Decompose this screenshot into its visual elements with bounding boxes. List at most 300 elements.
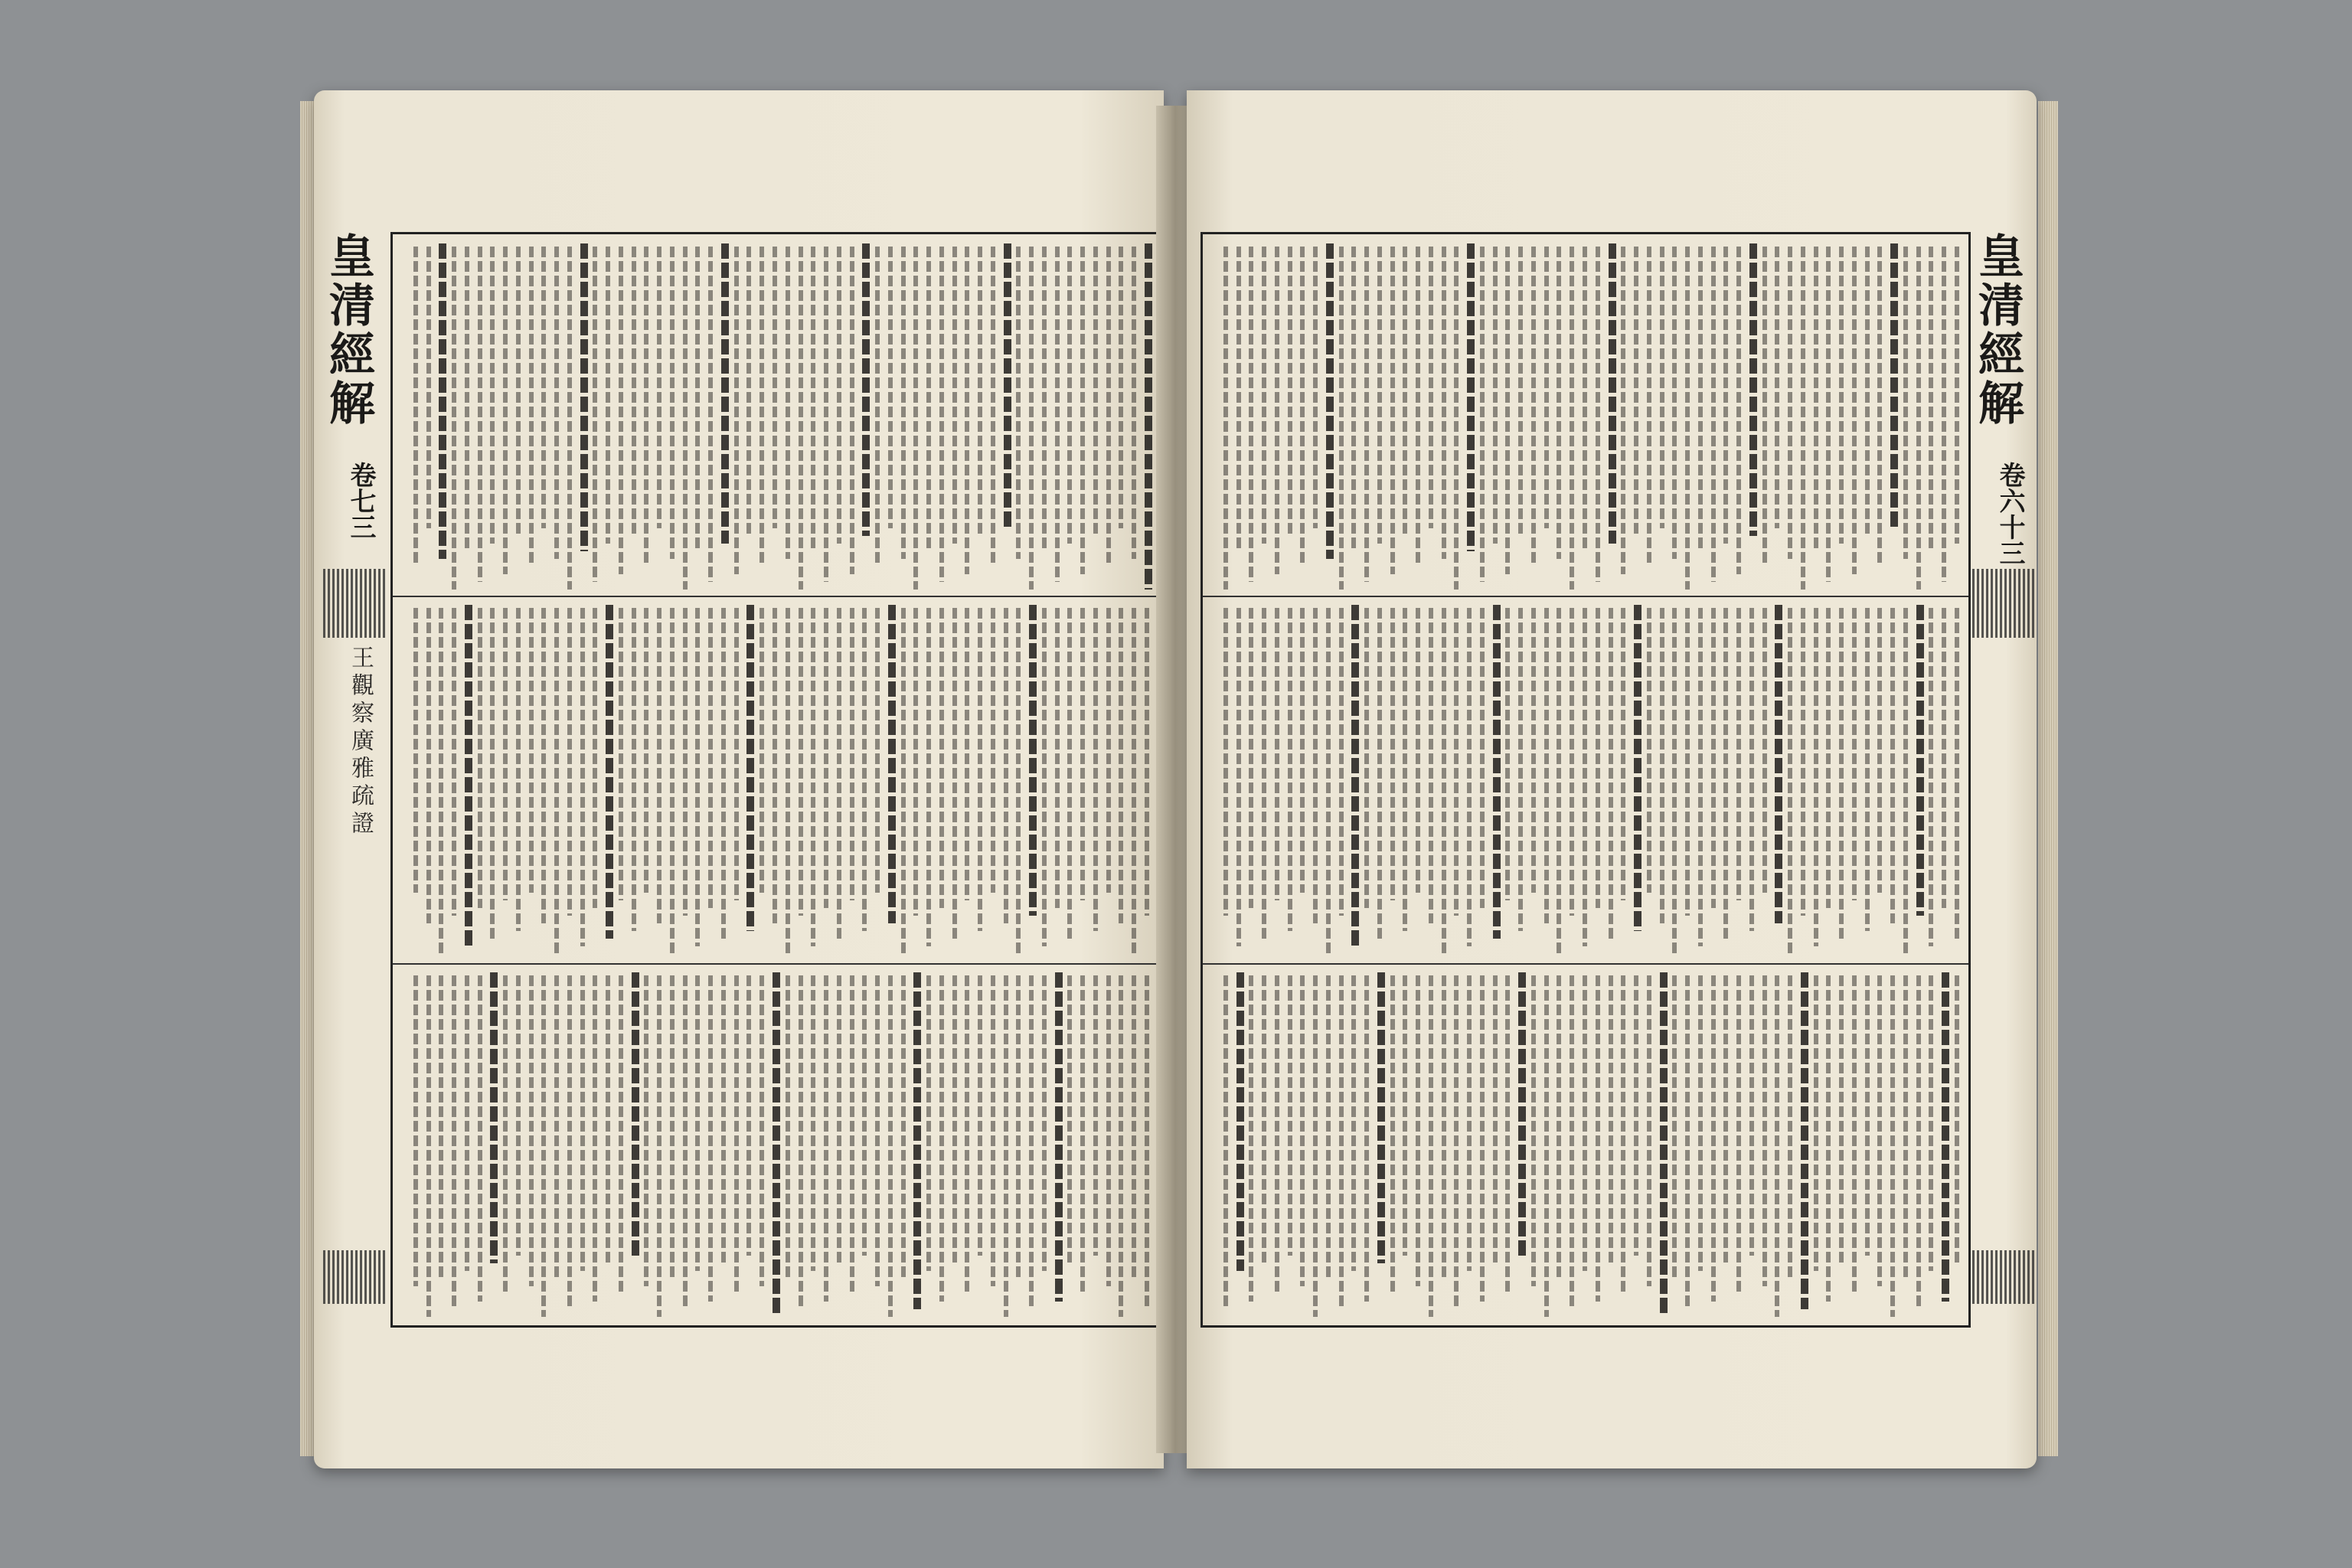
text-column	[567, 247, 572, 590]
text-column	[1004, 975, 1008, 1317]
text-column	[760, 247, 764, 567]
text-column	[708, 608, 713, 908]
text-column	[1223, 247, 1228, 590]
text-column	[683, 608, 688, 916]
text-column	[1505, 608, 1510, 900]
text-column	[1557, 608, 1561, 954]
text-column	[683, 975, 688, 1309]
text-column	[1531, 975, 1536, 1286]
text-column	[632, 972, 639, 1256]
text-column	[746, 605, 754, 931]
text-column	[991, 608, 995, 893]
text-column	[529, 975, 534, 1286]
text-column	[1685, 247, 1690, 590]
text-column	[1364, 975, 1369, 1302]
text-column	[1826, 608, 1831, 908]
text-column	[1955, 975, 1959, 1263]
text-column	[1055, 247, 1060, 582]
text-column	[1390, 608, 1395, 900]
text-column	[1004, 243, 1011, 528]
text-column	[1145, 243, 1152, 590]
text-column	[1236, 247, 1241, 551]
text-column	[1480, 247, 1485, 582]
text-column	[439, 608, 443, 954]
text-column	[1016, 608, 1021, 954]
text-column	[1493, 247, 1498, 544]
text-column	[1403, 247, 1407, 536]
text-column	[1531, 608, 1536, 893]
text-column	[1788, 608, 1792, 954]
text-column	[1313, 608, 1318, 923]
text-column	[888, 247, 893, 528]
text-column	[1736, 975, 1741, 1294]
text-column	[1672, 608, 1677, 954]
text-column	[1698, 247, 1703, 551]
text-column	[1826, 247, 1831, 582]
left-register-bottom	[397, 972, 1154, 1317]
text-column	[824, 247, 828, 582]
text-column	[1080, 247, 1085, 574]
text-column	[1634, 975, 1638, 1256]
text-column	[1826, 975, 1831, 1302]
text-column	[773, 972, 780, 1317]
text-column	[1132, 608, 1136, 954]
text-column	[1067, 975, 1072, 1263]
left-spine-column	[320, 232, 390, 1323]
text-column	[683, 247, 688, 590]
text-column	[1583, 247, 1587, 551]
text-column	[1429, 975, 1433, 1317]
text-column	[1685, 608, 1690, 916]
text-column	[1288, 975, 1292, 1256]
text-column	[978, 608, 982, 931]
text-column	[1016, 975, 1021, 1279]
text-column	[1749, 975, 1754, 1256]
left-text-frame	[390, 232, 1161, 1328]
text-column	[1288, 608, 1292, 931]
text-column	[1762, 608, 1767, 893]
right-text-frame	[1200, 232, 1971, 1328]
text-column	[1596, 247, 1600, 582]
text-column	[413, 247, 418, 567]
text-column	[1621, 247, 1625, 574]
text-column	[1416, 975, 1420, 1286]
text-column	[837, 608, 841, 939]
text-column	[670, 975, 675, 1279]
text-column	[1711, 975, 1716, 1302]
text-column	[965, 975, 969, 1294]
text-column	[952, 247, 957, 544]
text-column	[1313, 247, 1318, 528]
text-column	[1685, 975, 1690, 1309]
text-column	[1647, 247, 1651, 567]
text-column	[1583, 608, 1587, 946]
text-column	[619, 247, 623, 574]
text-column	[1080, 975, 1085, 1294]
text-column	[1865, 608, 1870, 931]
text-column	[1493, 605, 1501, 939]
text-column	[1249, 975, 1253, 1302]
text-column	[1093, 608, 1098, 931]
text-column	[1570, 247, 1574, 590]
text-column	[1004, 608, 1008, 923]
text-column	[1364, 608, 1369, 908]
text-column	[926, 608, 931, 946]
text-column	[965, 247, 969, 574]
text-column	[1749, 243, 1757, 536]
text-column	[888, 605, 896, 923]
text-column	[1106, 247, 1111, 567]
text-column	[1288, 247, 1292, 536]
text-column	[1067, 247, 1072, 544]
text-column	[862, 608, 867, 931]
text-column	[1723, 975, 1728, 1263]
text-column	[837, 975, 841, 1263]
text-column	[926, 247, 931, 551]
text-column	[1351, 605, 1359, 946]
text-column	[1544, 608, 1549, 923]
text-column	[811, 247, 815, 551]
text-column	[657, 975, 662, 1317]
text-column	[1119, 247, 1123, 528]
text-column	[1262, 247, 1266, 544]
text-column	[490, 608, 495, 939]
text-column	[516, 247, 521, 536]
text-column	[1736, 608, 1741, 900]
text-column	[760, 975, 764, 1286]
text-column	[1814, 975, 1818, 1271]
text-column	[773, 608, 777, 923]
text-column	[580, 608, 585, 946]
text-column	[593, 247, 597, 582]
text-column	[1749, 608, 1754, 931]
text-column	[478, 608, 482, 908]
text-column	[1557, 975, 1561, 1279]
text-column	[1467, 608, 1472, 946]
text-column	[1801, 608, 1805, 916]
left-page	[314, 90, 1164, 1468]
text-column	[913, 247, 918, 590]
text-column	[1929, 247, 1933, 551]
text-column	[1403, 975, 1407, 1256]
text-column	[567, 608, 572, 916]
text-column	[1339, 975, 1344, 1309]
text-column	[1429, 608, 1433, 923]
text-column	[1955, 247, 1959, 544]
text-column	[1080, 608, 1085, 900]
text-column	[1518, 247, 1523, 536]
text-column	[1016, 247, 1021, 559]
text-column	[1275, 247, 1279, 574]
text-column	[541, 975, 546, 1317]
text-column	[593, 608, 597, 908]
text-column	[1300, 247, 1305, 567]
text-column	[1814, 608, 1818, 946]
text-column	[1454, 975, 1459, 1309]
text-column	[1300, 608, 1305, 893]
text-column	[1723, 247, 1728, 544]
text-column	[1903, 608, 1908, 954]
text-column	[529, 247, 534, 567]
text-column	[1339, 247, 1344, 590]
right-register-divider-1	[1203, 596, 1968, 597]
text-column	[786, 608, 790, 954]
text-column	[708, 247, 713, 582]
text-column	[1403, 608, 1407, 931]
text-column	[734, 608, 739, 900]
right-register-bottom	[1207, 972, 1964, 1317]
text-column	[1236, 972, 1244, 1271]
text-column	[926, 975, 931, 1271]
text-column	[1942, 608, 1946, 908]
text-column	[644, 608, 648, 893]
text-column	[465, 605, 472, 946]
text-column	[1132, 247, 1136, 559]
text-column	[760, 608, 764, 893]
text-column	[939, 247, 944, 582]
text-column	[670, 247, 675, 559]
text-column	[695, 247, 700, 551]
text-column	[1865, 975, 1870, 1256]
text-column	[1698, 608, 1703, 946]
text-column	[1723, 608, 1728, 939]
text-column	[490, 247, 495, 544]
text-column	[465, 975, 469, 1271]
right-volume-mark: 卷六十三	[1994, 462, 2025, 566]
text-column	[1865, 247, 1870, 536]
text-column	[1762, 247, 1767, 567]
text-column	[695, 975, 700, 1271]
text-column	[1249, 608, 1253, 908]
text-column	[1942, 247, 1946, 582]
text-column	[1067, 608, 1072, 939]
text-column	[580, 975, 585, 1271]
text-column	[1942, 972, 1949, 1302]
text-column	[1903, 975, 1908, 1279]
text-column	[1119, 608, 1123, 923]
text-column	[1326, 975, 1331, 1279]
text-column	[439, 975, 443, 1279]
text-column	[799, 608, 803, 916]
text-column	[644, 247, 648, 567]
text-column	[786, 975, 790, 1279]
text-column	[913, 608, 918, 916]
right-register-middle	[1207, 605, 1964, 954]
text-column	[644, 975, 648, 1286]
text-column	[1660, 972, 1668, 1317]
text-column	[426, 975, 431, 1317]
text-column	[465, 247, 469, 551]
text-column	[1890, 975, 1895, 1317]
text-column	[1119, 975, 1123, 1317]
text-column	[657, 247, 662, 528]
text-column	[1300, 975, 1305, 1286]
right-page	[1187, 90, 2037, 1468]
text-column	[1801, 247, 1805, 590]
text-column	[1442, 975, 1446, 1279]
text-column	[1916, 975, 1921, 1309]
text-column	[901, 975, 906, 1279]
text-column	[786, 247, 790, 559]
text-column	[1596, 975, 1600, 1302]
left-register-top	[397, 243, 1154, 590]
text-column	[554, 247, 559, 559]
text-column	[1596, 608, 1600, 908]
text-column	[1351, 975, 1356, 1271]
text-column	[1275, 608, 1279, 900]
text-column	[811, 975, 815, 1271]
text-column	[619, 975, 623, 1294]
text-column	[1609, 975, 1613, 1263]
text-column	[1698, 975, 1703, 1271]
text-column	[413, 975, 418, 1286]
left-lower-fish-tail-mark	[323, 1250, 387, 1304]
text-column	[1377, 247, 1382, 544]
text-column	[746, 975, 751, 1256]
text-column	[632, 608, 636, 931]
text-column	[991, 247, 995, 567]
text-column	[554, 608, 559, 954]
text-column	[426, 608, 431, 923]
text-column	[1890, 608, 1895, 923]
text-column	[503, 975, 508, 1294]
text-column	[1454, 247, 1459, 590]
text-column	[606, 247, 610, 544]
text-column	[1621, 608, 1625, 900]
text-column	[452, 608, 456, 916]
text-column	[606, 975, 610, 1263]
text-column	[1660, 247, 1664, 528]
open-book	[306, 90, 2060, 1468]
text-column	[1275, 975, 1279, 1294]
text-column	[1609, 243, 1616, 544]
text-column	[1839, 975, 1844, 1263]
text-column	[901, 608, 906, 954]
text-column	[1775, 247, 1779, 528]
text-column	[670, 608, 675, 954]
text-column	[413, 608, 418, 893]
text-column	[1929, 975, 1933, 1271]
text-column	[439, 243, 446, 559]
text-column	[1544, 975, 1549, 1317]
text-column	[1916, 605, 1924, 916]
text-column	[1814, 247, 1818, 551]
text-column	[426, 247, 431, 528]
text-column	[1262, 975, 1266, 1263]
text-column	[1223, 975, 1228, 1309]
text-column	[875, 975, 880, 1286]
text-column	[1042, 608, 1047, 946]
text-column	[490, 972, 498, 1263]
text-column	[1093, 975, 1098, 1256]
text-column	[1416, 608, 1420, 893]
text-column	[1634, 605, 1642, 931]
text-column	[746, 247, 751, 536]
text-column	[1775, 975, 1779, 1317]
text-column	[1390, 975, 1395, 1294]
text-column	[875, 247, 880, 567]
text-column	[1042, 975, 1047, 1271]
text-column	[1029, 605, 1037, 916]
text-column	[1672, 247, 1677, 559]
text-column	[1609, 608, 1613, 939]
text-column	[1480, 608, 1485, 908]
right-page-edges	[2038, 101, 2058, 1456]
text-column	[1660, 608, 1664, 923]
text-column	[824, 975, 828, 1302]
text-column	[503, 608, 508, 900]
text-column	[1788, 975, 1792, 1279]
left-spine-title: 皇清經解	[322, 232, 375, 428]
text-column	[1467, 243, 1475, 551]
text-column	[1877, 975, 1882, 1286]
text-column	[850, 608, 854, 900]
right-register-top	[1207, 243, 1964, 590]
text-column	[1570, 975, 1574, 1309]
text-column	[1055, 972, 1063, 1302]
text-column	[850, 975, 854, 1294]
right-lower-fish-tail-mark	[1972, 1250, 2037, 1304]
text-column	[478, 975, 482, 1302]
text-column	[1647, 975, 1651, 1286]
text-column	[1454, 608, 1459, 916]
text-column	[1055, 608, 1060, 908]
text-column	[516, 975, 521, 1256]
text-column	[657, 608, 662, 923]
text-column	[1223, 608, 1228, 916]
text-column	[1339, 608, 1344, 916]
text-column	[619, 608, 623, 900]
text-column	[875, 608, 880, 893]
text-column	[567, 975, 572, 1309]
text-column	[888, 975, 893, 1317]
text-column	[503, 247, 508, 574]
text-column	[1390, 247, 1395, 574]
text-column	[708, 975, 713, 1302]
text-column	[1106, 608, 1111, 893]
text-column	[1877, 608, 1882, 893]
text-column	[799, 975, 803, 1309]
text-column	[862, 243, 870, 536]
text-column	[452, 247, 456, 590]
text-column	[978, 247, 982, 536]
text-column	[632, 247, 636, 536]
text-column	[799, 247, 803, 590]
text-column	[606, 605, 613, 939]
text-column	[991, 975, 995, 1286]
text-column	[1377, 972, 1385, 1263]
text-column	[952, 975, 957, 1263]
text-column	[1518, 608, 1523, 931]
text-column	[1775, 605, 1782, 923]
text-column	[529, 608, 534, 893]
text-column	[939, 608, 944, 908]
text-column	[1852, 247, 1857, 574]
text-column	[1711, 608, 1716, 908]
right-spine-title: 皇清經解	[1971, 232, 2024, 428]
text-column	[452, 975, 456, 1309]
right-register-divider-2	[1203, 963, 1968, 965]
text-column	[1145, 608, 1149, 916]
text-column	[1480, 975, 1485, 1302]
left-author-line: 王觀察廣雅疏證	[347, 645, 374, 838]
left-register-middle	[397, 605, 1154, 954]
text-column	[1711, 247, 1716, 582]
text-column	[1467, 975, 1472, 1271]
text-column	[913, 972, 921, 1309]
text-column	[734, 975, 739, 1294]
text-column	[1852, 608, 1857, 900]
